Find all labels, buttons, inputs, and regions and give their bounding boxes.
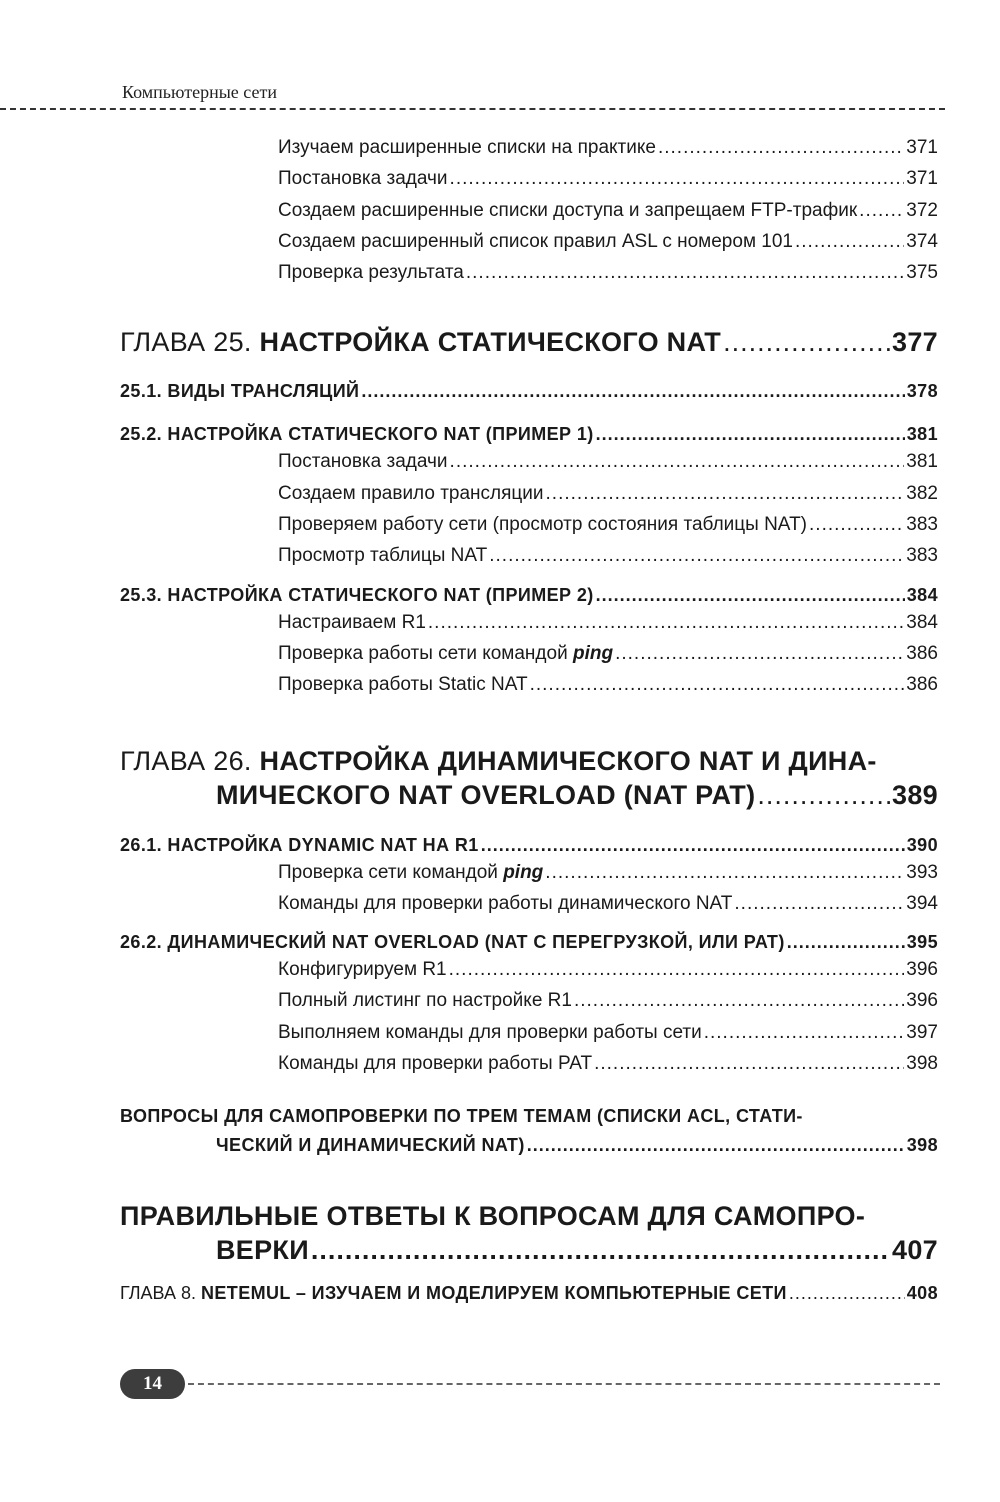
- chapter-prefix: ГЛАВА 8.: [120, 1283, 196, 1304]
- section-page: 384: [906, 584, 938, 605]
- toc-entry[interactable]: [120, 132, 938, 163]
- toc-entry[interactable]: [120, 257, 938, 288]
- toc-entry-title: Выполняем команды для проверки работы сети: [278, 1021, 702, 1043]
- section-title: 25.2. НАСТРОЙКА СТАТИЧЕСКОГО NAT (ПРИМЕР 1): [120, 424, 594, 445]
- toc-entry[interactable]: [120, 954, 938, 985]
- section-page: 378: [906, 381, 938, 402]
- answers-page: 407: [892, 1235, 938, 1266]
- toc-entry-title: Проверка результата: [278, 262, 464, 284]
- toc-entry-title: Полный листинг по настройке R1: [278, 990, 572, 1012]
- toc-entry[interactable]: [120, 478, 938, 509]
- toc-leader-dots: [809, 509, 904, 540]
- toc-entry-title: Команды для проверки работы динамического NAT: [278, 892, 733, 914]
- toc-leader-dots: [795, 226, 904, 257]
- toc-entry-title: Проверка сети командой: [278, 861, 498, 883]
- toc-leader-dots: [859, 195, 904, 226]
- toc-leader-dots: [658, 132, 904, 163]
- toc-entry-page: 397: [906, 1021, 938, 1043]
- section-title: 25.1. ВИДЫ ТРАНСЛЯЦИЙ: [120, 381, 360, 402]
- toc-entry-title: Проверка работы Static NAT: [278, 674, 528, 696]
- toc-entry-title: Создаем расширенный список правил ASL с номером 101: [278, 230, 793, 252]
- toc-leader-dots: [757, 778, 890, 812]
- toc-entry-page: 372: [906, 199, 938, 221]
- toc-leader-dots: [466, 257, 904, 288]
- toc-leader-dots: [594, 1048, 904, 1079]
- section-title: 26.1. НАСТРОЙКА DYNAMIC NAT НА R1: [120, 834, 479, 855]
- toc-entry-title: Создаем расширенные списки доступа и запрещаем FTP-трафик: [278, 199, 858, 221]
- page-number-badge: 14: [120, 1369, 185, 1399]
- toc-leader-dots: [596, 583, 905, 607]
- toc-entry-title: Просмотр таблицы NAT: [278, 545, 488, 567]
- toc-section-26-1[interactable]: [120, 833, 938, 857]
- chapter-title-line2: МИЧЕСКОГО NAT OVERLOAD (NAT PAT): [216, 779, 756, 810]
- chapter-prefix: ГЛАВА 26.: [120, 745, 252, 776]
- toc-leader-dots: [704, 1017, 905, 1048]
- toc-entry-title: Постановка задачи: [278, 168, 448, 190]
- toc-section-25-1[interactable]: [120, 379, 938, 403]
- toc-leader-dots: [574, 985, 904, 1016]
- toc-entry[interactable]: [120, 540, 938, 571]
- toc-entry-page: 396: [906, 990, 938, 1012]
- toc-entry-title: Проверяем работу сети (просмотр состояния таблицы NAT): [278, 514, 808, 536]
- footer-dashed-rule: [188, 1383, 940, 1385]
- toc-entry-page: 374: [906, 230, 938, 252]
- questions-page: 398: [906, 1135, 938, 1156]
- toc-section-25-3[interactable]: [120, 583, 938, 607]
- toc-leader-dots: [545, 857, 904, 888]
- toc-leader-dots: [789, 1281, 905, 1305]
- toc-leader-dots: [527, 1131, 905, 1160]
- chapter-page: 408: [906, 1283, 938, 1304]
- toc-section-26-2[interactable]: [120, 930, 938, 954]
- toc-entry[interactable]: [120, 857, 938, 888]
- toc-section-25-2[interactable]: [120, 422, 938, 446]
- toc-entry-title: Проверка работы сети командой: [278, 642, 568, 664]
- questions-title-line1: ВОПРОСЫ ДЛЯ САМОПРОВЕРКИ ПО ТРЕМ ТЕМАМ (СПИСКИ ACL, СТАТИ-: [120, 1106, 803, 1127]
- toc-entry-page: 381: [906, 451, 938, 473]
- toc-entry-page: 386: [906, 642, 938, 664]
- chapter-page: 377: [892, 327, 938, 358]
- table-of-contents: [120, 132, 938, 1305]
- toc-entry-page: 383: [906, 514, 938, 536]
- toc-leader-dots: [428, 607, 904, 638]
- questions-title-line2: ЧЕСКИЙ И ДИНАМИЧЕСКИЙ NAT): [216, 1135, 525, 1156]
- section-page: 390: [906, 834, 938, 855]
- chapter-page: 389: [892, 779, 938, 810]
- toc-entry-page: 393: [906, 861, 938, 883]
- toc-leader-dots: [530, 669, 905, 700]
- toc-entry-page: 383: [906, 545, 938, 567]
- toc-entry-title: Изучаем расширенные списки на практике: [278, 137, 656, 158]
- toc-entry-page: 398: [906, 1053, 938, 1075]
- toc-leader-dots: [787, 930, 905, 954]
- toc-answers[interactable]: [120, 1199, 938, 1267]
- toc-leader-dots: [723, 325, 890, 359]
- section-title: 25.3. НАСТРОЙКА СТАТИЧЕСКОГО NAT (ПРИМЕР 2): [120, 584, 594, 605]
- toc-leader-dots: [361, 379, 904, 403]
- toc-leader-dots: [481, 833, 905, 857]
- toc-entry[interactable]: [120, 638, 938, 669]
- section-page: 381: [906, 424, 938, 445]
- toc-chapter-8[interactable]: [120, 1281, 938, 1305]
- toc-entry-page: 396: [906, 959, 938, 981]
- toc-leader-dots: [489, 540, 904, 571]
- toc-entry-page: 386: [906, 674, 938, 696]
- toc-entry-title: Постановка задачи: [278, 451, 448, 473]
- toc-leader-dots: [596, 422, 905, 446]
- toc-entry-title: Команды для проверки работы PAT: [278, 1053, 593, 1075]
- chapter-title: НАСТРОЙКА СТАТИЧЕСКОГО NAT: [259, 327, 722, 358]
- section-page: 395: [906, 932, 938, 953]
- toc-leader-dots: [450, 163, 905, 194]
- toc-entry-title: Конфигурируем R1: [278, 959, 447, 981]
- header-dashed-rule: [0, 108, 945, 110]
- toc-leader-dots: [546, 478, 905, 509]
- toc-entry[interactable]: [120, 163, 938, 194]
- toc-entry-title: Настраиваем R1: [278, 611, 426, 633]
- toc-entry-page: 371: [906, 168, 938, 190]
- toc-leader-dots: [450, 446, 905, 477]
- toc-entry[interactable]: [120, 888, 938, 919]
- running-head-title: Компьютерные сети: [122, 82, 277, 102]
- toc-questions[interactable]: [120, 1102, 938, 1160]
- toc-entry-page: 371: [906, 137, 938, 158]
- toc-entry-page: 382: [906, 482, 938, 504]
- toc-block-acl-practice: [120, 132, 938, 288]
- toc-leader-dots: [734, 888, 904, 919]
- section-title: 26.2. ДИНАМИЧЕСКИЙ NAT OVERLOAD (NAT С ПЕРЕГРУЗКОЙ, ИЛИ PAT): [120, 932, 785, 953]
- toc-entry[interactable]: [120, 226, 938, 257]
- toc-entry[interactable]: [120, 1017, 938, 1048]
- toc-entry[interactable]: [120, 446, 938, 477]
- chapter-title-line1: НАСТРОЙКА ДИНАМИЧЕСКОГО NAT И ДИНА-: [259, 745, 877, 776]
- toc-entry[interactable]: [120, 985, 938, 1016]
- toc-entry[interactable]: [120, 669, 938, 700]
- toc-entry-title: Создаем правило трансляции: [278, 482, 544, 504]
- toc-chapter-25[interactable]: [120, 325, 938, 359]
- toc-entry-page: 384: [906, 611, 938, 633]
- answers-title-line1: ПРАВИЛЬНЫЕ ОТВЕТЫ К ВОПРОСАМ ДЛЯ САМОПРО-: [120, 1201, 866, 1232]
- toc-leader-dots: [449, 954, 905, 985]
- toc-leader-dots: [311, 1233, 890, 1267]
- command-name: ping: [572, 642, 614, 664]
- chapter-title: NETEMUL – ИЗУЧАЕМ И МОДЕЛИРУЕМ КОМПЬЮТЕРНЫЕ СЕТИ: [201, 1283, 787, 1304]
- toc-entry[interactable]: [120, 1048, 938, 1079]
- toc-entry[interactable]: [120, 607, 938, 638]
- toc-leader-dots: [615, 638, 904, 669]
- toc-chapter-26[interactable]: [120, 744, 938, 812]
- toc-entry[interactable]: [120, 195, 938, 226]
- toc-entry[interactable]: [120, 509, 938, 540]
- toc-entry-page: 394: [906, 892, 938, 914]
- command-name: ping: [503, 861, 544, 883]
- answers-title-line2: ВЕРКИ: [216, 1235, 309, 1266]
- chapter-prefix: ГЛАВА 25.: [120, 327, 252, 358]
- toc-entry-page: 375: [906, 262, 938, 284]
